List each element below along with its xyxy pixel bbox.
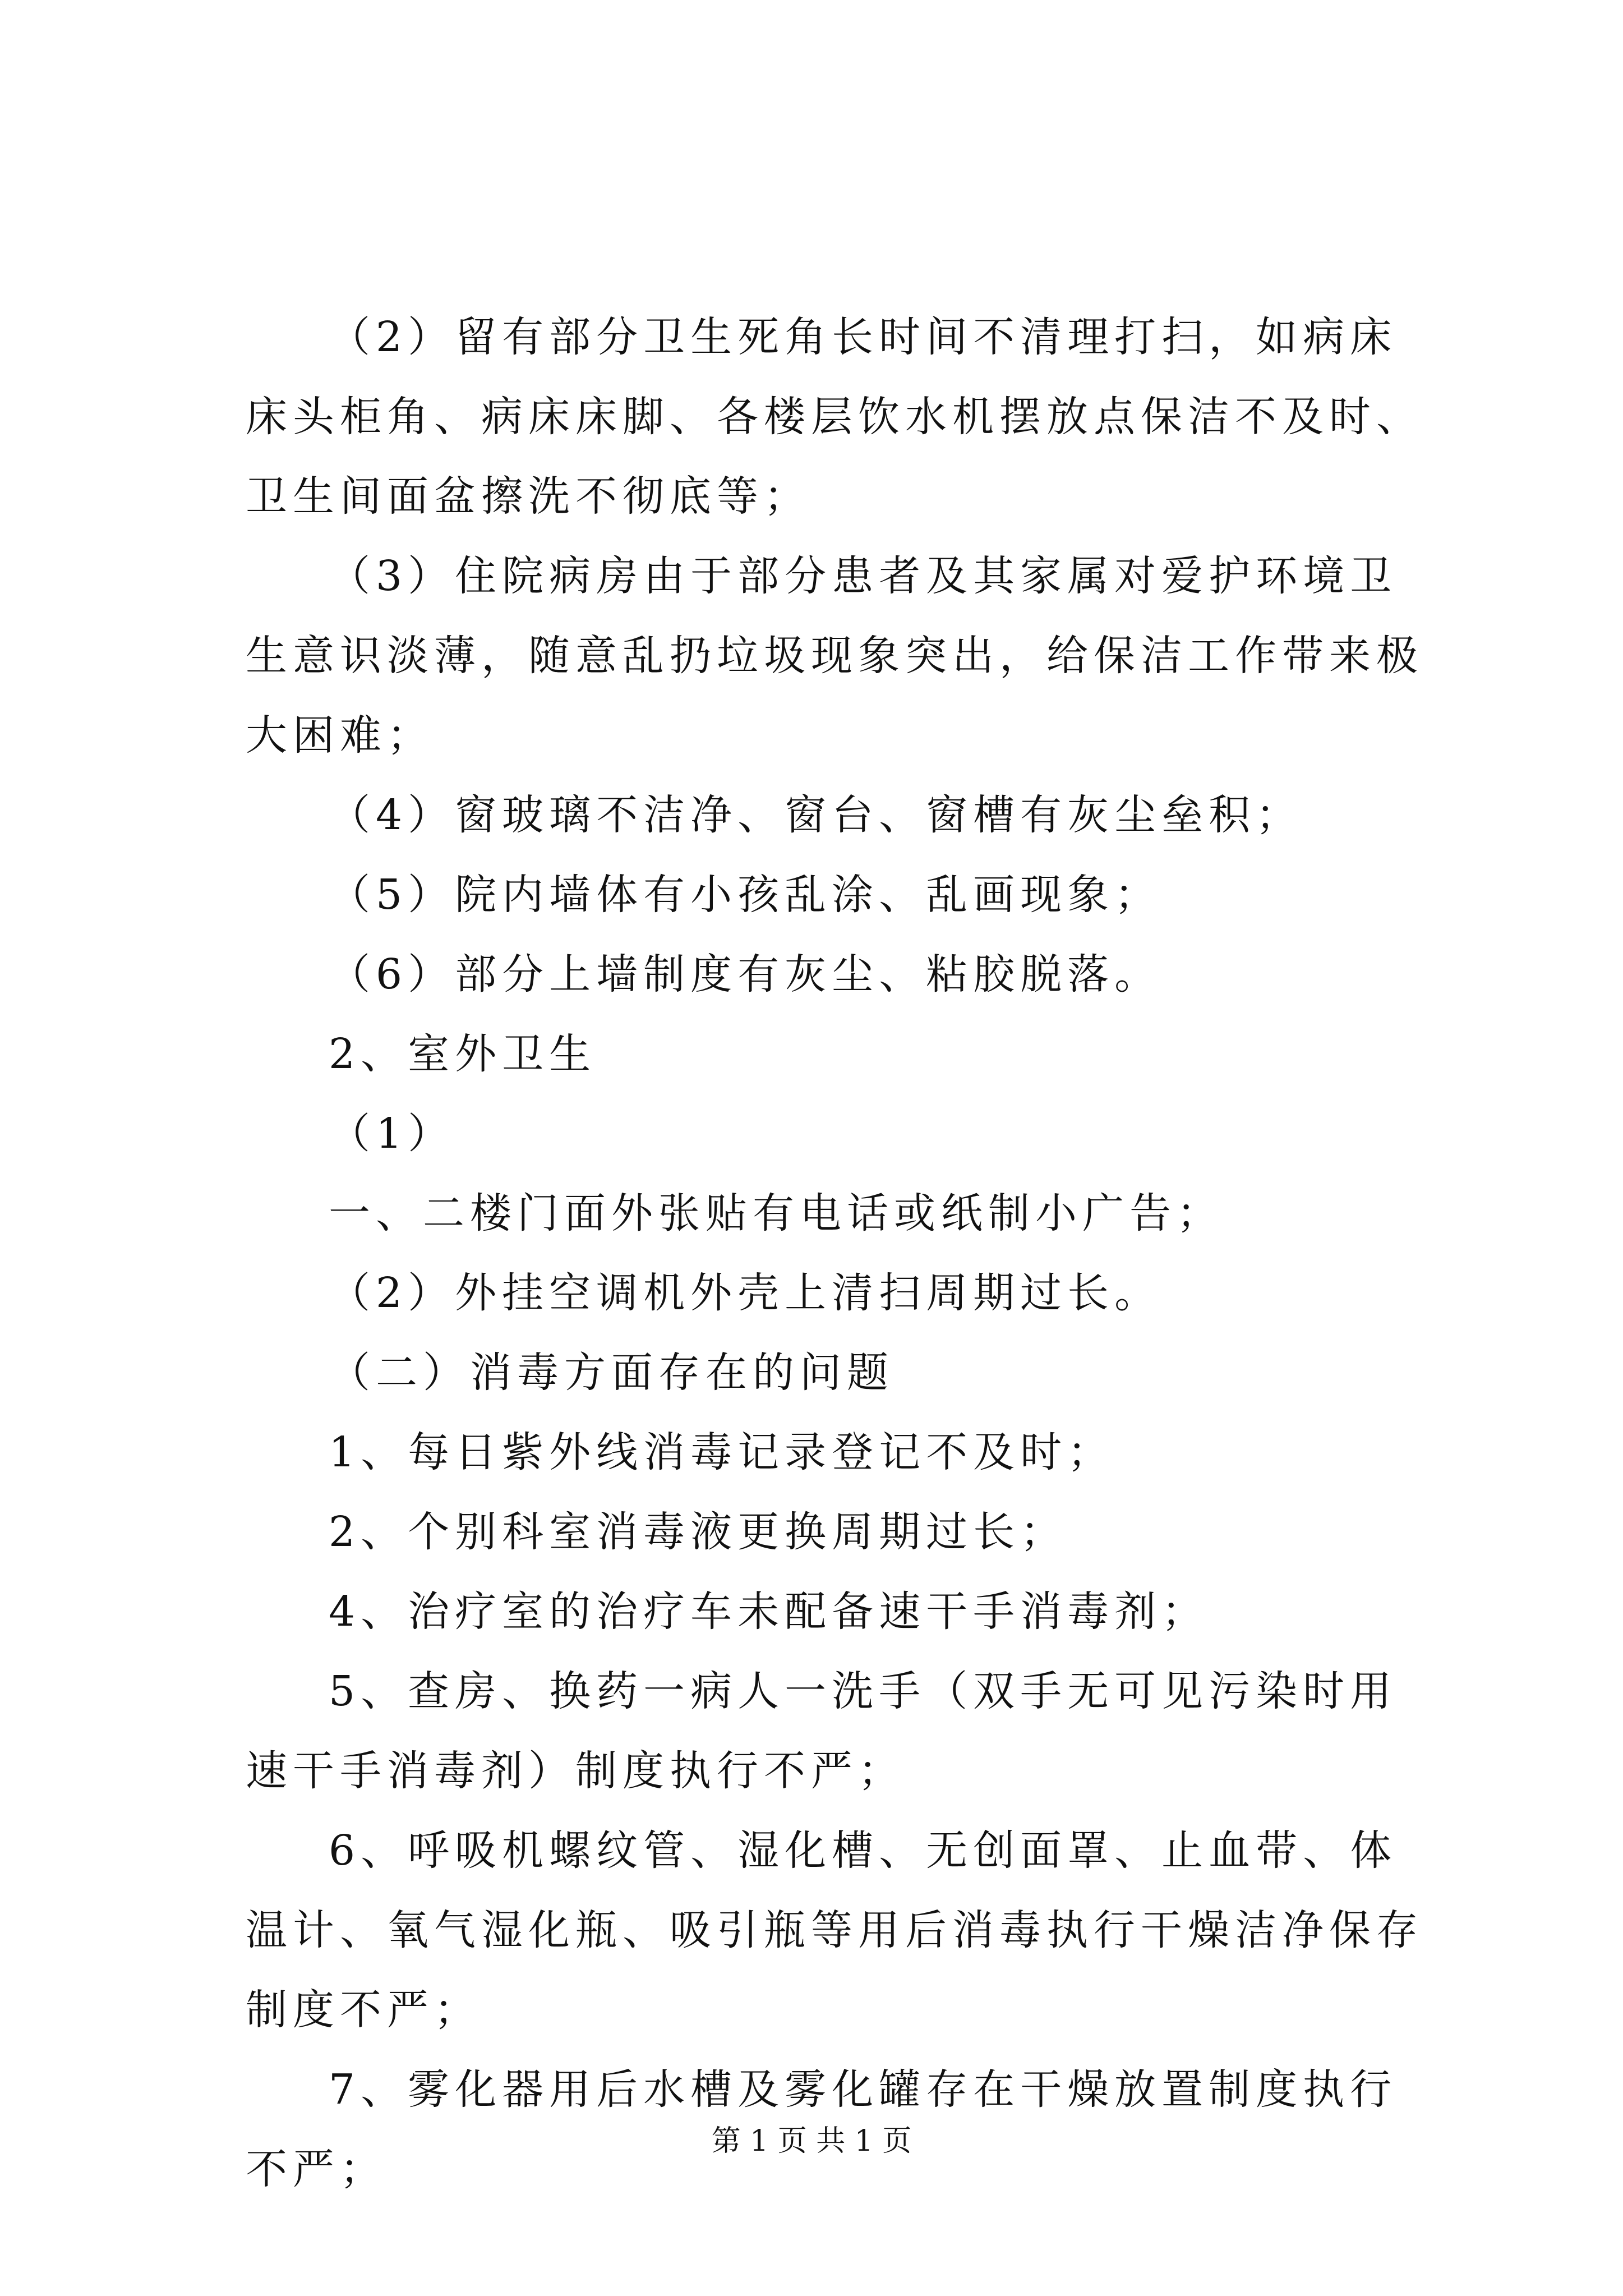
paragraph-4: （5）院内墙体有小孩乱涂、乱画现象； [329,871,1162,919]
paragraph-13: 4、治疗室的治疗车未配备速干手消毒剂； [329,1588,1209,1636]
page-footer [0,2122,1623,2161]
paragraph-11: 1、每日紫外线消毒记录登记不及时； [329,1428,1115,1476]
paragraph-7: （1） [329,1110,455,1158]
paragraph-1: （2）留有部分卫生死角长时间不清理打扫，如病床床头柜角、病床床脚、各楼层饮水机摆放点保洁不及时、卫生间面盆擦洗不彻底等； [246,313,1423,521]
paragraph-8: 一、二楼门面外张贴有电话或纸制小广告； [329,1189,1224,1237]
paragraph-14: 5、查房、换药一病人一洗手（双手无可见污染时用速干手消毒剂）制度执行不严； [246,1667,1398,1795]
paragraph-12: 2、个别科室消毒液更换周期过长； [329,1508,1068,1556]
paragraph-6: 2、室外卫生 [329,1030,597,1078]
paragraph-9: （2）外挂空调机外壳上清扫周期过长。 [329,1269,1162,1317]
document-body [246,297,1429,2209]
paragraph-5: （6）部分上墙制度有灰尘、粘胶脱落。 [329,950,1162,999]
paragraph-3: （4）窗玻璃不洁净、窗台、窗槽有灰尘垒积； [329,791,1303,839]
page-number-label: 第 1 页 共 1 页 [711,2124,912,2158]
paragraph-10: （二）消毒方面存在的问题 [329,1349,894,1397]
paragraph-16: 7、雾化器用后水槽及雾化罐存在干燥放置制度执行不严； [246,2065,1398,2193]
paragraph-2: （3）住院病房由于部分患者及其家属对爱护环境卫生意识淡薄，随意乱扔垃圾现象突出，给保洁工作带来极大困难； [246,552,1423,760]
paragraph-15: 6、呼吸机螺纹管、湿化槽、无创面罩、止血带、体温计、氧气湿化瓶、吸引瓶等用后消毒执行干燥洁净保存制度不严； [246,1826,1423,2034]
